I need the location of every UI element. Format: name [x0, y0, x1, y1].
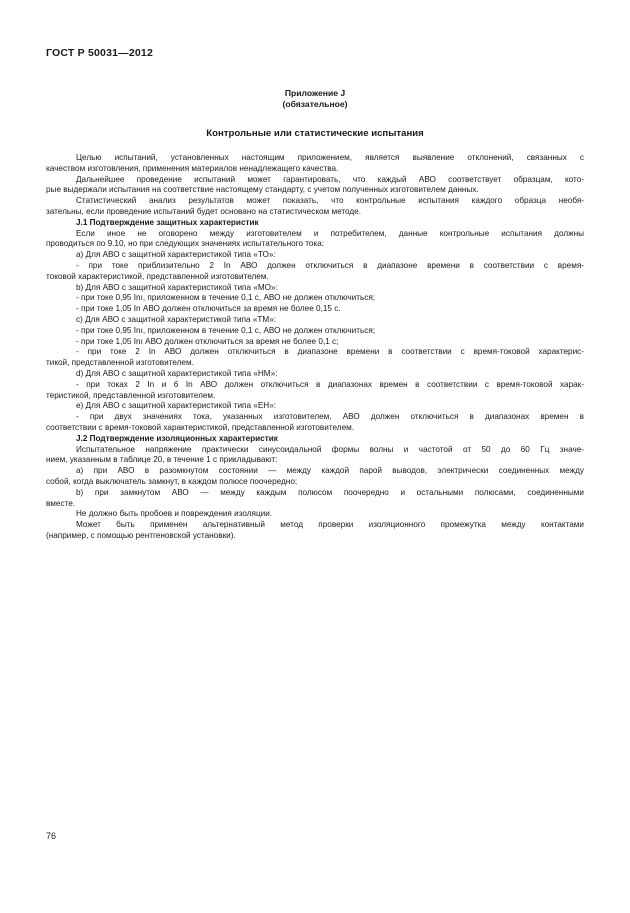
paragraph-line: Статистический анализ результатов может показать, что контрольные испытания каждого образца необя- [76, 196, 584, 206]
appendix-title: Приложение J [284, 88, 346, 98]
page-number: 76 [46, 831, 57, 841]
document-header: ГОСТ Р 50031—2012 [46, 47, 154, 59]
paragraph-line: Не должно быть пробоев и повреждения изоляции. [76, 509, 273, 519]
list-item: а) при АВО в разомкнутом состоянии — между каждой парой выводов, электрически соединенных между [76, 466, 584, 476]
list-item: e) Для АВО с защитной характеристикой типа «ЕН»: [76, 401, 277, 411]
paragraph-line: токовой характеристикой, представленной изготовителем. [46, 271, 269, 281]
subsection-heading: J.1 Подтверждение защитных характеристик [76, 217, 259, 227]
list-item: b) Для АВО с защитной характеристикой типа «МО»: [76, 282, 278, 292]
list-item: c) Для АВО с защитной характеристикой типа «ТМ»: [76, 314, 277, 324]
list-item: - при токах 2 In и 6 In АВО должен отключиться в диапазонах времен в соответствии с время-токовой харак- [76, 379, 584, 389]
list-item: - при двух значениях тока, указанных изготовителем, АВО должен отключиться в диапазонах времен в [76, 412, 584, 422]
list-item: - при токе 1,05 In АВО должен отключиться за время не более 0,15 с. [76, 304, 341, 314]
paragraph-line: теристикой, представленной изготовителем. [46, 390, 216, 400]
list-item: - при токе 2 In АВО должен отключиться в диапазоне времени в соответствии с время-токовой характерис- [76, 347, 584, 357]
paragraph-line: собой, когда выключатель замкнут, в каждом полюсе поочередно; [46, 476, 298, 486]
list-item: - при токе приблизительно 2 In АВО должен отключиться в диапазоне времени в соответствии с время- [76, 260, 584, 270]
paragraph-line: Если иное не оговорено между изготовителем и потребителем, данные контрольные испытания должны [76, 228, 584, 238]
paragraph-line: зательны, если проведение испытаний будет основано на статистическом методе. [46, 206, 362, 216]
paragraph-line: Испытательное напряжение практически синусоидальной формы волны и частотой от 50 до 60 Гц значе- [76, 444, 584, 454]
list-item: - при токе 0,95 Inı, приложенном в течение 0,1 с, АВО не должен отключиться; [76, 325, 376, 335]
paragraph-line: Целью испытаний, установленных настоящим приложением, является выявление отклонений, связанных с [76, 153, 584, 162]
subsection-heading: J.2 Подтверждение изоляционных характеристик [76, 433, 278, 443]
list-item: - при токе 1,05 Inı АВО должен отключиться за время не более 0,1 с; [76, 336, 339, 346]
list-item: - при токе 0,95 Inı, приложенном в течение 0,1 с, АВО не должен отключиться; [76, 293, 376, 303]
list-item: d) Для АВО с защитной характеристикой типа «НМ»: [76, 368, 278, 378]
paragraph-line: соответствии с время-токовой характеристикой, представленной изготовителем. [46, 422, 355, 432]
paragraph-line: тикой, представленной изготовителем. [46, 358, 194, 368]
list-item: b) при замкнутом АВО — между каждым полюсом поочередно и остальными полюсами, соединенными [76, 487, 584, 497]
paragraph-line: Может быть применен альтернативный метод проверки изоляционного промежутка между контактами [76, 520, 584, 530]
section-title: Контрольные или статистические испытания [206, 128, 424, 139]
paragraph-line: вместе. [46, 498, 76, 508]
appendix-note: (обязательное) [282, 99, 348, 109]
paragraph-line: нием, указанным в таблице 20, в течение 1 с прикладывают: [46, 455, 278, 465]
document-body [46, 153, 584, 542]
paragraph-line: рые выдержали испытания на соответствие настоящему стандарту, с учетом полученных изготовителем данных. [46, 185, 479, 195]
paragraph-line: проводиться по 9.10, но при следующих значениях испытательного тока: [46, 239, 325, 249]
paragraph-line: (например, с помощью рентгеновской установки). [46, 530, 236, 540]
paragraph-line: качеством изготовления, применения материалов ненадлежащего качества. [46, 163, 339, 173]
appendix-heading [46, 88, 584, 110]
list-item: а) Для АВО с защитной характеристикой типа «ТО»: [76, 250, 276, 260]
paragraph-line: Дальнейшее проведение испытаний может гарантировать, что каждый АВО соответствует образцам, кото- [76, 174, 584, 184]
